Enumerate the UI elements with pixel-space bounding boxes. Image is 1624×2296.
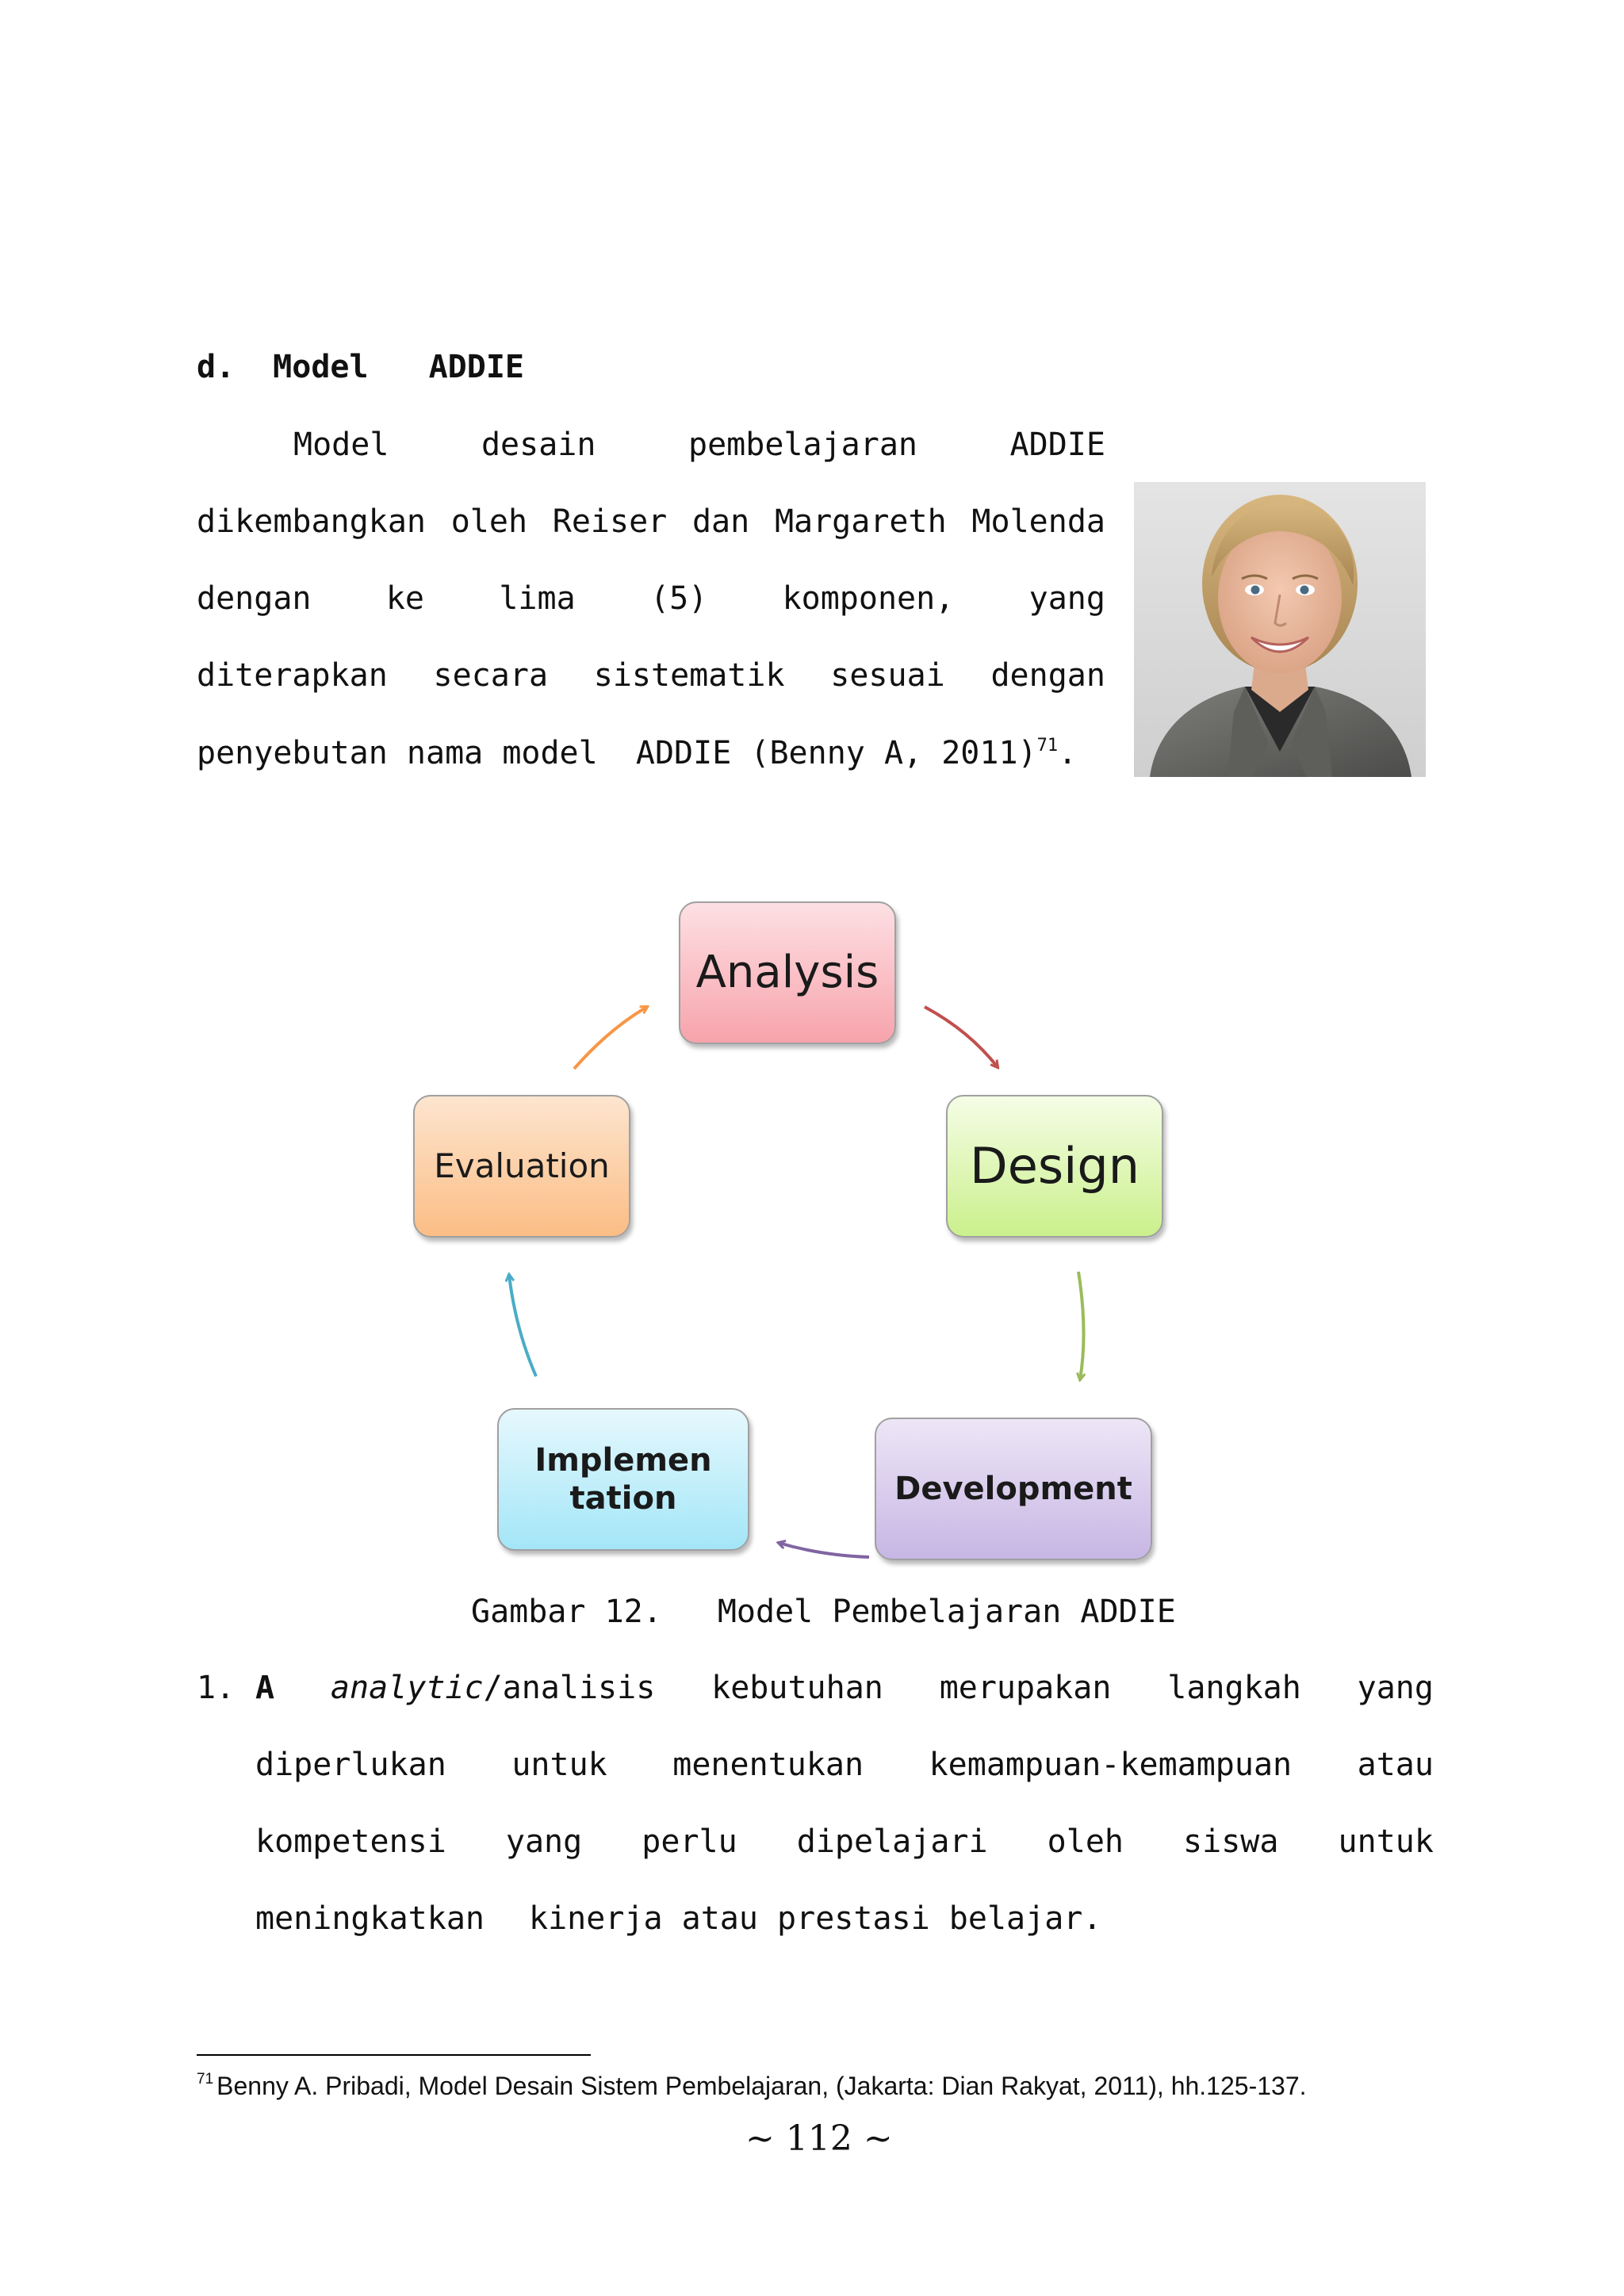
word: pembelajaran — [688, 427, 917, 463]
word: kemampuan-kemampuan — [929, 1747, 1293, 1783]
section-title-word1: Model — [273, 349, 369, 385]
list-item-number: 1. — [197, 1670, 236, 1706]
word: desain — [481, 427, 596, 463]
list-item-line-2 — [255, 1747, 1434, 1783]
word: yang — [505, 1823, 583, 1860]
word: sistematik — [593, 657, 785, 694]
word: (5) — [649, 580, 708, 617]
word: oleh — [1047, 1823, 1124, 1860]
word: dikembangkan — [197, 503, 426, 540]
list-item-line-3 — [255, 1823, 1434, 1860]
section-heading — [197, 349, 524, 385]
footnote-separator — [197, 2054, 591, 2056]
word: merupakan — [939, 1670, 1112, 1706]
node-design — [946, 1095, 1163, 1238]
paragraph-line-5 — [197, 735, 1077, 771]
page-number: ~ 112 ~ — [745, 2118, 893, 2159]
word: untuk — [511, 1747, 607, 1783]
arrow-development-to-implementation — [779, 1543, 869, 1557]
word: Model — [293, 427, 389, 463]
word: atau — [1357, 1747, 1434, 1783]
word: ADDIE — [1009, 427, 1105, 463]
word: kebutuhan — [711, 1670, 883, 1706]
paragraph-period: . — [1058, 735, 1078, 771]
word: secara — [433, 657, 549, 694]
footnote-text: Benny A. Pribadi, Model Desain Sistem Pembelajaran, (Jakarta: Dian Rakyat, 2011), hh.125-137. — [216, 2072, 1307, 2100]
arrow-design-to-development — [1078, 1272, 1084, 1380]
portrait-illustration — [1134, 482, 1426, 777]
footnote — [197, 2071, 1307, 2101]
paragraph-text: penyebutan nama model ADDIE (Benny A, 2011) — [197, 735, 1037, 771]
figure-caption — [471, 1594, 1176, 1630]
italic-term: analytic — [330, 1670, 484, 1706]
word: siswa — [1183, 1823, 1279, 1860]
word — [331, 1670, 655, 1706]
figure-label: Gambar 12. — [471, 1594, 662, 1630]
word: diperlukan — [255, 1747, 446, 1783]
node-development — [875, 1418, 1152, 1560]
word: komponen, — [782, 580, 955, 617]
word: Margareth — [774, 503, 947, 540]
word-suffix: /analisis — [483, 1670, 656, 1706]
word: Molenda — [971, 503, 1105, 540]
node-implementation-label-line1: Implemen — [534, 1442, 712, 1479]
word: ke — [385, 580, 424, 617]
word: dengan — [197, 580, 312, 617]
section-title-word2: ADDIE — [428, 349, 525, 385]
node-development-label: Development — [894, 1471, 1132, 1507]
word: dan — [691, 503, 750, 540]
word: yang — [1028, 580, 1105, 617]
node-implementation-label-line2: tation — [569, 1480, 677, 1517]
figure-title: Model Pembelajaran ADDIE — [717, 1594, 1176, 1630]
list-item-line-1 — [255, 1670, 1434, 1706]
node-evaluation-label: Evaluation — [434, 1146, 610, 1185]
word: meningkatkan — [255, 1900, 485, 1937]
word: Reiser — [552, 503, 668, 540]
node-implementation — [497, 1408, 749, 1551]
arrow-implementation-to-evaluation — [509, 1275, 536, 1376]
portrait-photo — [1134, 482, 1426, 777]
word: diterapkan — [197, 657, 388, 694]
word: yang — [1357, 1670, 1434, 1706]
word: menentukan — [672, 1747, 864, 1783]
word: sesuai — [830, 657, 945, 694]
word: kompetensi — [255, 1823, 446, 1860]
word: oleh — [450, 503, 528, 540]
list-item-text-end: kinerja atau prestasi belajar. — [528, 1900, 1102, 1937]
node-analysis-label: Analysis — [695, 947, 879, 999]
node-evaluation — [413, 1095, 630, 1238]
list-item-line-4 — [255, 1900, 1101, 1937]
word: dengan — [990, 657, 1105, 694]
list-item-letter: A — [255, 1670, 275, 1706]
section-number: d. — [197, 349, 236, 385]
word: lima — [499, 580, 576, 617]
footnote-mark: 71 — [197, 2071, 214, 2087]
arrow-analysis-to-design — [925, 1007, 998, 1067]
word: langkah — [1167, 1670, 1301, 1706]
footnote-reference: 71 — [1036, 736, 1059, 756]
paragraph-line-1 — [293, 427, 1105, 463]
paragraph-line-2 — [197, 503, 1105, 540]
node-analysis — [679, 901, 896, 1044]
node-design-label: Design — [969, 1136, 1140, 1195]
word: dipelajari — [796, 1823, 988, 1860]
arrow-evaluation-to-analysis — [574, 1007, 647, 1069]
word: untuk — [1338, 1823, 1434, 1860]
word: perlu — [642, 1823, 737, 1860]
paragraph-line-3 — [197, 580, 1105, 617]
paragraph-line-4 — [197, 657, 1105, 694]
